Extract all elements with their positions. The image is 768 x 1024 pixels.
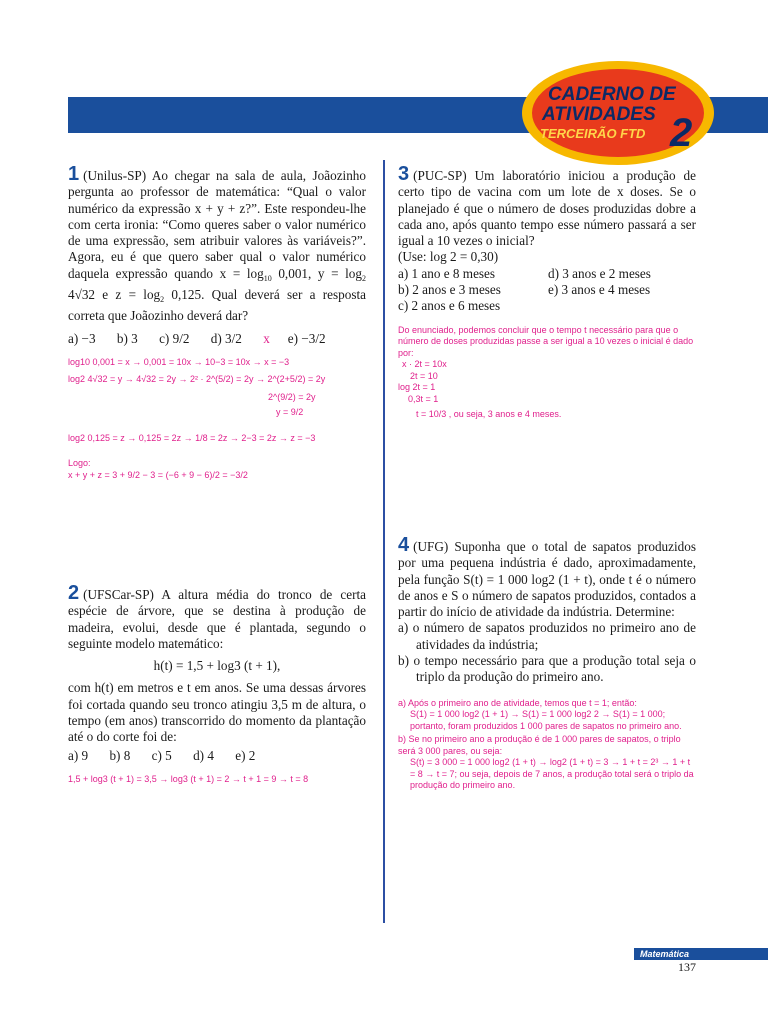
option-a: a) 9 xyxy=(68,747,89,763)
option-c: c) 5 xyxy=(151,747,172,763)
option-b: b) 2 anos e 3 meses xyxy=(398,282,501,298)
question-number: 2 xyxy=(68,582,80,604)
logo-line2: ATIVIDADES xyxy=(542,104,656,125)
option-b: b) 3 xyxy=(116,330,138,346)
logo-number: 2 xyxy=(670,111,693,155)
question-4-answer: a) Após o primeiro ano de atividade, temos que t = 1; então: S(1) = 1 000 log2 (1 + 1) → S(1) = 1 000 log2 2 → S(1) = 1 000; portanto, foram produzidos 1 000 pares de sapatos no primeiro ano. b) Se no primeiro ano a produção é de 1 000 pares de sapatos, o triplo será 3 000 pares, ou seja: S(t) = 3 000 = 1 000 log2 (1 + t) → log2 (1 + t) = 3 → 1 + t = 2³ → 1 + t = 8 → t = 7; ou seja, depois de 7 anos, a produção total será o triplo da produção do primeiro ano. xyxy=(398,697,694,791)
question-3-use: (Use: log 2 = 0,30) xyxy=(398,249,499,265)
option-d: d) 4 xyxy=(193,747,214,763)
page-number: 137 xyxy=(678,960,696,974)
question-2 xyxy=(68,582,366,785)
question-2-answer: 1,5 + log3 (t + 1) = 3,5 → log3 (t + 1) = 2 → t + 1 = 9 → t = 8 xyxy=(68,773,309,784)
option-a: a) −3 xyxy=(68,330,96,346)
question-2-text: 2 (UFSCar-SP) A altura média do tronco de certa espécie de árvore, que se destina à produção de madeira, evolui, desde que é plantada, segundo o seguinte modelo matemático: xyxy=(68,582,366,651)
column-divider xyxy=(383,160,385,923)
question-number: 1 xyxy=(68,163,80,185)
option-c: c) 9/2 xyxy=(159,330,190,346)
question-4-text: 4 (UFG) Suponha que o total de sapatos produzidos por uma pequena indústria é dado, aproximadamente, pela função S(t) = 1 000 log2 (1 + t), onde t é o número de anos e S o número de sapatos produzidos, contados a partir do início de atividade da indústria. Determine: xyxy=(398,534,696,620)
logo-line3: TERCEIRÃO FTD xyxy=(540,126,646,141)
question-1 xyxy=(68,163,367,481)
question-3-text: 3 (PUC-SP) Um laboratório iniciou a produção de certo tipo de vacina com um lote de x doses. Se o planejado é que o número de doses produzidas dobre a cada ano, após quanto tempo esse número passará a ser igual a 10 vezes o inicial? xyxy=(398,163,696,249)
question-1-text: 1 (Unilus-SP) Ao chegar na sala de aula, Joãozinho pergunta ao professor de matemática: “Qual o valor numérico da expressão x + y + z?”. Este respondeu-lhe com certa ironia: “Como queres saber o valor numérico de uma expressão, sem atribuir valores às variáveis?”. Agora, eu é que quero saber qual o valor numérico daquela expressão quando $x = \log_{10} 0,001$, $y = \log_2 4√32$ e $z = \log_2 0,125$. Qual deverá ser a resposta correta que Joãozinho deverá dar? xyxy=(68,163,367,324)
question-3-answer: Do enunciado, podemos concluir que o tempo t necessário para que o número de doses produzidas passe a ser igual a 10 vezes o inicial é dado por: x · 2t = 10x 2t = 10 log 2t = 1 0,3t = 1 t = 10/3 , ou seja, 3 anos e 4 meses. xyxy=(398,324,694,420)
question-number: 3 xyxy=(398,163,410,185)
option-e: e) −3/2 xyxy=(287,330,326,346)
question-3 xyxy=(398,163,696,421)
question-2-text2: com h(t) em metros e t em anos. Se uma dessas árvores foi cortada quando seu tronco atingiu 3,5 m de altura, o tempo (em anos) transcorrido do momento da plantação até o do corte foi de: xyxy=(68,680,366,745)
option-d: d) 3 anos e 2 meses xyxy=(548,265,651,281)
option-c: c) 2 anos e 6 meses xyxy=(398,298,501,314)
answer-mark: x xyxy=(263,330,270,346)
question-4-item-b: b) o tempo necessário para que a produção total seja o triplo da produção do primeiro ano. xyxy=(398,653,696,685)
option-e: e) 2 xyxy=(235,747,256,763)
option-e: e) 3 anos e 4 meses xyxy=(548,282,651,298)
question-4-item-a: a) o número de sapatos produzidos no primeiro ano de atividades da indústria; xyxy=(398,620,696,652)
question-number: 4 xyxy=(398,534,410,556)
question-1-answer: log10 0,001 = x → 0,001 = 10x → 10−3 = 10x → x = −3 log2 4√32 = y → 4√32 = 2y → 2² · 2^(5/2) = 2y → 2^(2+5/2) = 2y 2^(9/2) = 2y y = 9/2 log2 0,125 = z → 0,125 = 2z → 1/8 = 2z → 2−3 = 2z → z = −3 Logo: x + y + z = 3 + 9/2 − 3 = (−6 + 9 − 6)/2 = −3/2 xyxy=(68,356,326,480)
question-4 xyxy=(398,534,696,792)
caderno-logo xyxy=(520,58,716,168)
logo-line1: CADERNO DE xyxy=(548,84,676,105)
option-a: a) 1 ano e 8 meses xyxy=(398,265,496,281)
option-d: d) 3/2 xyxy=(210,330,242,346)
question-3-options xyxy=(398,266,696,315)
option-b: b) 8 xyxy=(109,747,131,763)
question-2-formula: h(t) = 1,5 + log3 (t + 1), xyxy=(153,658,281,674)
footer-subject: Matemática xyxy=(634,948,768,960)
question-1-options xyxy=(68,331,366,347)
question-2-options xyxy=(68,748,366,764)
